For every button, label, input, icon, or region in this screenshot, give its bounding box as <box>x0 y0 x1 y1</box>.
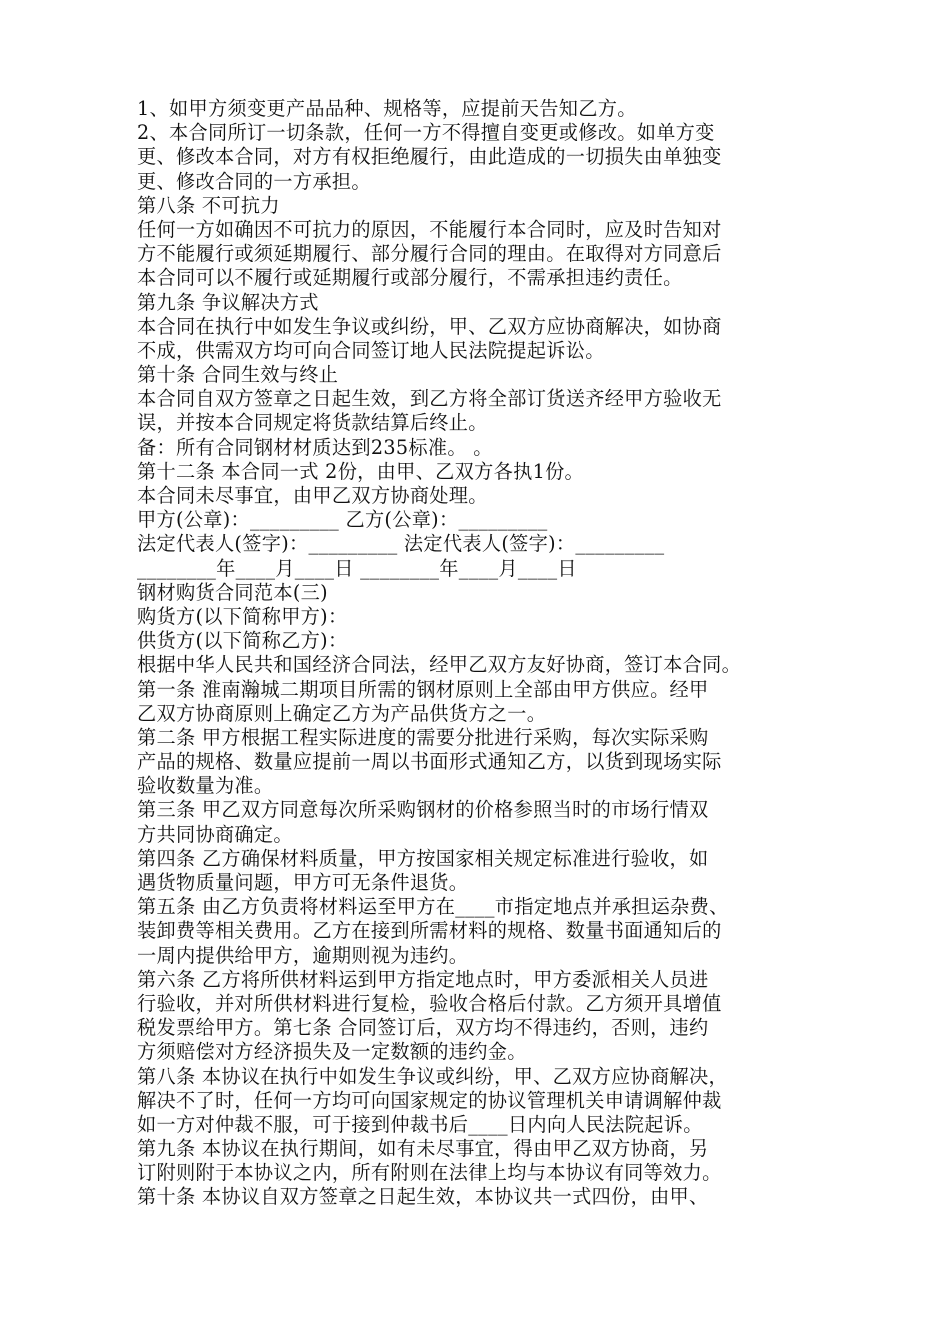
text-line: 1、如甲方须变更产品品种、规格等，应提前天告知乙方。 <box>137 97 637 120</box>
text-line: 一周内提供给甲方，逾期则视为违约。 <box>137 943 469 967</box>
section-heading: 第八条 不可抗力 <box>137 193 280 217</box>
document-title: 钢材购货合同范本(三) <box>137 580 328 604</box>
text-line: 第八条 本协议在执行中如发生争议或纠纷，甲、乙双方应协商解决， <box>137 1064 729 1088</box>
text-line: 第十二条 本合同一式 2份，由甲、乙双方各执1份。 <box>137 459 585 483</box>
text-line: 根据中华人民共和国经济合同法，经甲乙双方友好协商，签订本合同。 <box>137 653 742 677</box>
text-line: 任何一方如确因不可抗力的原因，不能履行本合同时，应及时告知对 <box>137 217 722 241</box>
text-line: 第九条 本协议在执行期间，如有未尽事宜，得由甲乙双方协商，另 <box>137 1137 709 1161</box>
text-line: 更、修改本合同，对方有权拒绝履行，由此造成的一切损失由单独变 <box>137 145 722 169</box>
section-heading: 第九条 争议解决方式 <box>137 290 319 314</box>
text-line: 不成，供需双方均可向合同签订地人民法院提起诉讼。 <box>137 338 605 362</box>
text-line: 备：所有合同钢材材质达到235标准。 。 <box>137 435 493 459</box>
signature-line: 法定代表人(签字)：_________ 法定代表人(签字)：_________ <box>137 532 665 556</box>
text-line: 方不能履行或须延期履行、部分履行合同的理由。在取得对方同意后 <box>137 242 722 266</box>
text-line: 第二条 甲方根据工程实际进度的需要分批进行采购，每次实际采购 <box>137 725 709 749</box>
text-line: 方须赔偿对方经济损失及一定数额的违约金。 <box>137 1040 527 1064</box>
text-line: 遇货物质量问题，甲方可无条件退货。 <box>137 871 469 894</box>
text-line: 税发票给甲方。第七条 合同签订后，双方均不得违约，否则，违约 <box>137 1016 709 1040</box>
text-line: 第十条 本协议自双方签章之日起生效，本协议共一式四份，由甲、 <box>137 1185 709 1209</box>
document-body <box>137 97 827 1210</box>
text-line: 第六条 乙方将所供材料运到甲方指定地点时，甲方委派相关人员进 <box>137 967 709 991</box>
text-line: 第五条 由乙方负责将材料运至甲方在____市指定地点并承担运杂费、 <box>137 895 729 919</box>
signature-line: 甲方(公章)：_________ 乙方(公章)：_________ <box>137 508 548 532</box>
text-line: 2、本合同所订一切条款，任何一方不得擅自变更或修改。如单方变 <box>137 121 715 145</box>
text-line: 第一条 淮南瀚城二期项目所需的钢材原则上全部由甲方供应。经甲 <box>137 677 709 701</box>
text-line: 装卸费等相关费用。乙方在接到所需材料的规格、数量书面通知后的 <box>137 919 722 943</box>
text-line: 验收数量为准。 <box>137 774 274 798</box>
text-line: 本合同可以不履行或延期履行或部分履行，不需承担违约责任。 <box>137 266 683 290</box>
section-heading: 第十条 合同生效与终止 <box>137 363 339 387</box>
text-line: 本合同自双方签章之日起生效，到乙方将全部订货送齐经甲方验收无 <box>137 387 722 411</box>
text-line: 产品的规格、数量应提前一周以书面形式通知乙方，以货到现场实际 <box>137 750 722 774</box>
party-line: 供货方(以下简称乙方)： <box>137 629 348 653</box>
text-line: 方共同协商确定。 <box>137 822 293 846</box>
text-line: 行验收，并对所供材料进行复检，验收合格后付款。乙方须开具增值 <box>137 991 722 1015</box>
text-line: 更、修改合同的一方承担。 <box>137 169 371 193</box>
party-line: 购货方(以下简称甲方)： <box>137 604 348 628</box>
text-line: 第四条 乙方确保材料质量，甲方按国家相关规定标准进行验收，如 <box>137 846 709 870</box>
date-line: ________年____月____日 ________年____月____日 <box>137 556 577 580</box>
text-line: 订附则附于本协议之内，所有附则在法律上均与本协议有同等效力。 <box>137 1161 722 1185</box>
text-line: 乙双方协商原则上确定乙方为产品供货方之一。 <box>137 701 547 725</box>
text-line: 误，并按本合同规定将货款结算后终止。 <box>137 411 488 435</box>
text-line: 第三条 甲乙双方同意每次所采购钢材的价格参照当时的市场行情双 <box>137 798 709 822</box>
text-line: 解决不了时，任何一方均可向国家规定的协议管理机关申请调解仲裁 <box>137 1088 722 1112</box>
text-line: 本合同在执行中如发生争议或纠纷，甲、乙双方应协商解决，如协商 <box>137 314 722 338</box>
text-line: 本合同未尽事宜，由甲乙双方协商处理。 <box>137 484 488 507</box>
text-line: 如一方对仲裁不服，可于接到仲裁书后____日内向人民法院起诉。 <box>137 1112 703 1136</box>
